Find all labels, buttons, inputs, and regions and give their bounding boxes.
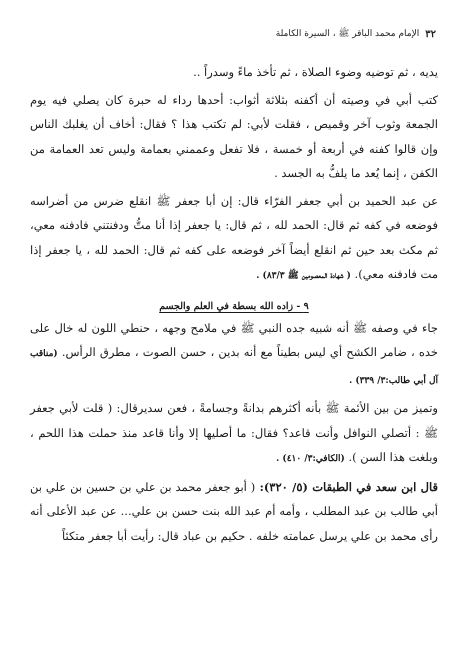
- paragraph: [30, 189, 438, 289]
- section-heading: ٩ - زاده الله بسطة في العلم والجسم: [159, 300, 309, 312]
- quote-lead: قال ابن سعد في الطبقات (٥/ ٣٢٠):: [255, 479, 438, 494]
- paragraph-text: جاء في وصفه ﷺ أنه شبيه جده النبي ﷺ في ملامح وجهه ، حنطي اللون له خال على خده ، ضامر الكشح أي ليس بطيناً مع أنه بدين ، حسن الصوت ، مطرق الرأس.: [30, 320, 438, 359]
- paragraph-text: ( أبو جعفر محمد بن علي بن حسين بن علي بن أبي طالب بن عبد المطلب ، وأمه أم عبد الله بنت حسن بن علي... عن عبد الأعلى أنه رأى محمد بن علي يرسل عمامته خلفه . حكيم بن عباد قال: رأيت أبا جعفر متكئاً: [30, 479, 438, 543]
- running-header: [32, 26, 436, 42]
- paragraph: [30, 396, 438, 472]
- paragraph: [30, 60, 438, 85]
- paragraph-text: كتب أبي في وصيته أن أكفنه بثلاثة أثواب: أحدها رداء له حبرة كان يصلي فيه يوم الجمعة وثوب آخر وقميص ، فقلت لأبي: لم تكتب هذا ؟ فقال: أخاف أن يغلبك الناس وإن قالوا كفنه في أربعة أو خمسة ، فلا تفعل وعممني بعمامة وليس تعد العمامة من الكفن ، إنما يُعد ما يلفُّ به الجسد .: [30, 92, 438, 180]
- citation: (الكافي:٣/ ٤١٠) .: [276, 454, 345, 464]
- page-body: [30, 60, 438, 548]
- paragraph: [30, 475, 438, 549]
- citation: ( شهادة المعصومين ﷺ ٨٣/٣) .: [256, 271, 351, 281]
- paragraph-text: عن عبد الحميد بن أبي جعفر الفرّاء قال: إن أبا جعفر ﷺ انقلع ضرس من أضراسه فوضعه في كفه ثم قال: الحمد لله ، ثم قال: يا جعفر إذا أنا متُّ ودفنتني فادفنه معي، ثم مكث بعد حين ثم انقلع أيضاً آخر فوضعه على كفه ثم قال: الحمد لله ، يا جعفر إذا مت فادفنه معي).: [30, 193, 438, 281]
- paragraph-text: يديه ، ثم توضيه وضوء الصلاة ، ثم تأخذ ماءً وسدراً ..: [193, 65, 438, 79]
- paragraph-text: وتميز من بين الأئمة ﷺ بأنه أكثرهم بدانةً وجسامةً ، فعن سديرقال: ( قلت لأبي جعفر ﷺ : أتصلي النوافل وأنت قاعد؟ فقال: ما أصليها إلا وأنا قاعد منذ حملت هذا اللحم ، وبلغت هذا السن ).: [30, 401, 438, 464]
- paragraph: [30, 88, 438, 186]
- running-title: الإمام محمد الباقر ﷺ ، السيرة الكاملة: [275, 29, 420, 39]
- citation: (مناقب آل أبي طالب:٣/ ٣٣٩) .: [30, 349, 438, 386]
- paragraph: [30, 316, 438, 394]
- page-number: ٣٢: [425, 28, 436, 40]
